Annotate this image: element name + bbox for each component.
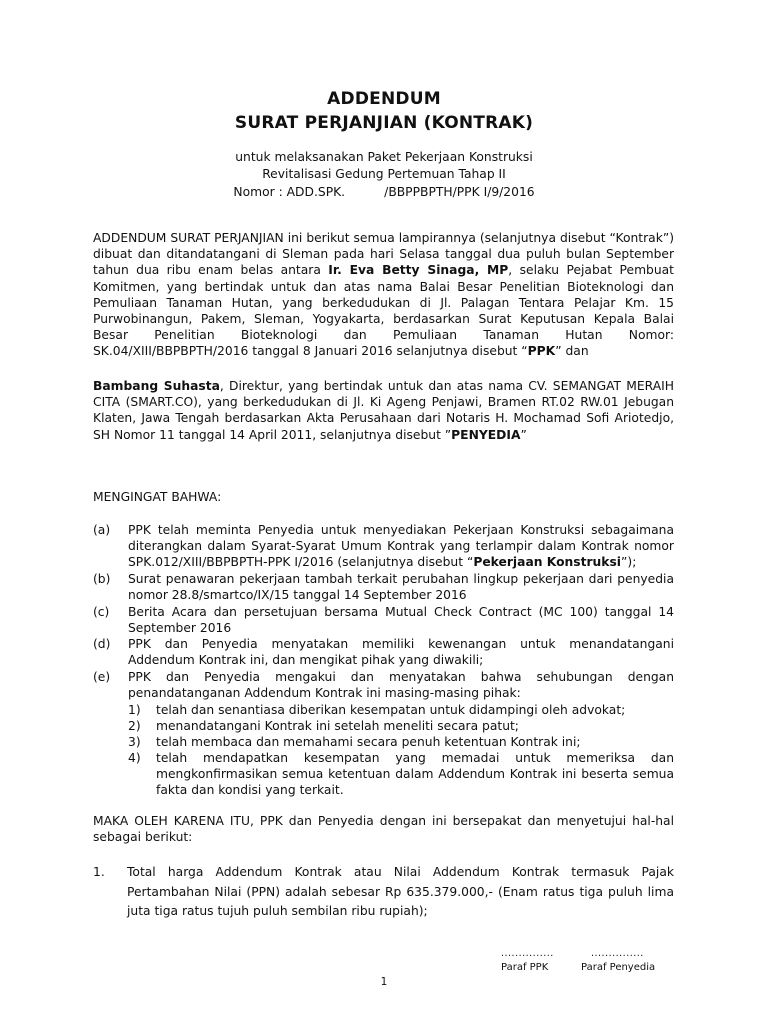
subtitle-line-2: Revitalisasi Gedung Pertemuan Tahap II xyxy=(262,167,506,181)
provider-term: PENYEDIA xyxy=(451,427,521,442)
closing-paragraph: MAKA OLEH KARENA ITU, PPK dan Penyedia dengan ini bersepakat dan menyetujui hal-hal sebagai berikut: xyxy=(93,814,674,845)
opening-paragraph: ADDENDUM SURAT PERJANJIAN ini berikut semua lampirannya (selanjutnya disebut “Kontrak”) dibuat dan ditandatangani di Sleman pada hari Selasa tanggal dua puluh bulan September tahun dua ribu enam belas antara Ir. Eva Betty Sinaga, MP, selaku Pejabat Pembuat Komitmen, yang bertindak untuk dan atas nama Balai Besar Penelitian Bioteknologi dan Pemuliaan Tanaman Hutan, yang berkedudukan di Jl. Palagan Tentara Pelajar Km. 15 Purwobinangun, Pakem, Sleman, Yogyakarta, berdasarkan Surat Keputusan Kepala Balai Besar Penelitian Bioteknologi dan Pemuliaan Tanaman Hutan Nomor: SK.04/XIII/BBPBPTH/2016 tanggal 8 Januari 2016 selanjutnya disebut “PPK” dan xyxy=(93,231,675,359)
paraf-ppk-line: ............... xyxy=(501,948,554,959)
mengingat-heading: MENGINGAT BAHWA: xyxy=(93,490,222,504)
ppk-term: PPK xyxy=(527,344,556,359)
list-item-d: (d) PPK dan Penyedia menyatakan memiliki kewenangan untuk menandatangani Addendum Kontrak ini, dan mengikat pihak yang diwakili; xyxy=(93,637,674,668)
page-number: 1 xyxy=(380,976,388,988)
list-item-b: (b) Surat penawaran pekerjaan tambah terkait perubahan lingkup pekerjaan dari penyedia nomor 28.8/smartco/IX/15 tanggal 14 September 2016 xyxy=(93,572,674,603)
paraf-ppk-label: Paraf PPK xyxy=(501,962,549,973)
list-item-e: (e) PPK dan Penyedia mengakui dan menyatakan bahwa sehubungan dengan penandatanganan Addendum Kontrak ini masing-masing pihak: xyxy=(93,670,674,701)
provider-paragraph: Bambang Suhasta, Direktur, yang bertindak untuk dan atas nama CV. SEMANGAT MERAIH CITA (SMART.CO), yang berkedudukan di Jl. Ki Ageng Penjawi, Bramen RT.02 RW.01 Jebugan Klaten, Jawa Tengah berdasarkan Akta Perusahaan dari Notaris H. Mochamad Sofi Ariotedjo, SH Nomor 11 tanggal 14 April 2011, selanjutnya disebut ”PENYEDIA” xyxy=(93,379,674,442)
ppk-name: Ir. Eva Betty Sinaga, MP xyxy=(328,263,509,278)
paraf-penyedia-label: Paraf Penyedia xyxy=(581,962,656,973)
paraf-penyedia-line: ............... xyxy=(591,948,644,959)
document-page: ADDENDUM SURAT PERJANJIAN (KONTRAK) untuk melaksanakan Paket Pekerjaan Konstruksi Revitalisasi Gedung Pertemuan Tahap II Nomor : ADD.SPK. /BBPPBPTH/PPK I/9/2016 ADDENDUM SURAT PERJANJIAN ini berikut semua lampirannya (selanjutnya disebut “Kontrak”) dibuat dan ditandatangani di Sleman pada hari Selasa tanggal dua puluh bulan September tahun dua ribu enam belas antara Ir. Eva Betty Sinaga, MP, selaku Pejabat Pembuat Komitmen, yang bertindak untuk dan atas nama Balai Besar Penelitian Bioteknologi dan Pemuliaan Tanaman Hutan, yang berkedudukan di Jl. Palagan Tentara Pelajar Km. 15 Purwobinangun, Pakem, Sleman, Yogyakarta, berdasarkan Surat Keputusan Kepala Balai Besar Penelitian Bioteknologi dan Pemuliaan Tanaman Hutan Nomor: SK.04/XIII/BBPBPTH/2016 tanggal 8 Januari 2016 selanjutnya disebut “PPK” dan Bambang Suhasta, Direktur, yang bertindak untuk dan atas nama CV. SEMANGAT MERAIH CITA (SMART.CO), yang berkedudukan di Jl. Ki Ageng Penjawi, Bramen RT.02 RW.01 Jebugan Klaten, Jawa Tengah berdasarkan Akta Perusahaan dari Notaris H. Mochamad Sofi Ariotedjo, SH Nomor 11 tanggal 14 April 2011, selanjutnya disebut ”PENYEDIA” MENGINGAT BAHWA: (a) PPK telah meminta Penyedia untuk menyediakan Pekerjaan Konstruksi sebagaimana diterangkan dalam Syarat-Syarat Umum Kontrak yang terlampir dalam Kontrak nomor SPK.012/XIII/BBPBPTH-PPK I/2016 (selanjutnya disebut “Pekerjaan Konstruksi”); (b) Surat penawaran pekerjaan tambah terkait perubahan lingkup pekerjaan dari penyedia nomor 28.8/smartco/IX/15 tanggal 14 September 2016 (c) Berita Acara dan persetujuan bersama Mutual Check Contract (MC 100) tanggal 14 September 2016 (d) PPK dan Penyedia menyatakan memiliki kewenangan untuk menandatangani Addendum Kontrak ini, dan mengikat pihak yang diwakili; (e) PPK dan Penyedia mengakui dan menyatakan bahwa sehubungan dengan penandatanganan Addendum Kontrak ini masing-masing pihak: 1) telah dan senantiasa diberikan kesempatan untuk didampingi oleh advokat; 2) menandatangani Kontrak ini setelah meneliti secara patut; 3) telah membaca dan memahami secara penuh ketentuan Kontrak ini; 4) telah mendapatkan kesempatan yang memadai untuk memeriksa dan mengkonfirmasikan semua ketentuan dalam Addendum Kontrak ini beserta semua fakta dan kondisi yang terkait. MAKA OLEH KARENA ITU, PPK dan Penyedia dengan ini bersepakat dan menyetujui hal-hal sebagai berikut: 1. Total harga Addendum Kontrak atau Nilai Addendum Kontrak termasuk Pajak Pertambahan Nilai (PPN) adalah sebesar Rp 635.379.000,- (Enam ratus tiga puluh lima juta tiga ratus tujuh puluh sembilan ribu rupiah); ............... ............... Paraf PPK Paraf Penyedia 1 xyxy=(0,0,768,1024)
list-item-a: (a) PPK telah meminta Penyedia untuk menyediakan Pekerjaan Konstruksi sebagaimana diterangkan dalam Syarat-Syarat Umum Kontrak yang terlampir dalam Kontrak nomor SPK.012/XIII/BBPBPTH-PPK I/2016 (selanjutnya disebut “Pekerjaan Konstruksi”); xyxy=(93,523,674,570)
list-item-c: (c) Berita Acara dan persetujuan bersama Mutual Check Contract (MC 100) tanggal 14 September 2016 xyxy=(93,605,674,636)
contract-number: Nomor : ADD.SPK. /BBPPBPTH/PPK I/9/2016 xyxy=(233,185,535,199)
document-subtitle-title: SURAT PERJANJIAN (KONTRAK) xyxy=(234,113,534,133)
provider-name: Bambang Suhasta xyxy=(93,379,220,393)
subtitle-line-1: untuk melaksanakan Paket Pekerjaan Konstruksi xyxy=(235,150,533,164)
document-title: ADDENDUM xyxy=(327,89,441,109)
